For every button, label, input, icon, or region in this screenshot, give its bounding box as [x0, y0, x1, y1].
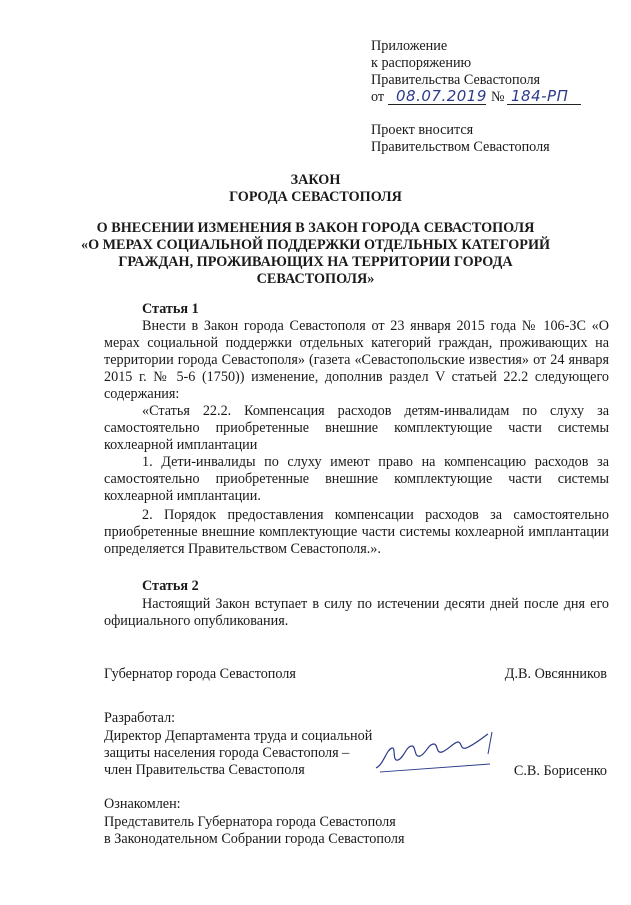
acquainted-position [104, 814, 404, 848]
law-subtitle [0, 220, 631, 288]
article-2-heading: Статья 2 [142, 578, 199, 594]
law-title-line-2: ГОРОДА СЕВАСТОПОЛЯ [229, 189, 402, 205]
developer-position-line-2: защиты населения города Севастополя – [104, 745, 350, 761]
article-1-paragraph-4: 2. Порядок предоставления компенсации расходов за самостоятельно приобретенные внешние комплектующие части системы кохлеарной имплантации определяется Правительством Севастополя.». [104, 507, 609, 557]
law-subtitle-line-3: ГРАЖДАН, ПРОЖИВАЮЩИХ НА ТЕРРИТОРИИ ГОРОДА [118, 254, 513, 270]
number-handwritten: 184-РП [511, 87, 569, 105]
article-1-paragraph-1: Внести в Закон города Севастополя от 23 января 2015 года № 106-ЗС «О мерах социальной поддержки отдельных категорий граждан, проживающих на территории города Севастополя» (газета «Севастопольские известия» от 24 января 2015 г. № 5-6 (1750)) изменение, дополнив раздел V статьей 22.2 следующего содержания: [104, 318, 609, 402]
project-note-line-1: Проект вносится [371, 122, 474, 138]
project-note [371, 122, 550, 156]
developer-label: Разработал: [104, 710, 176, 726]
law-subtitle-line-4: СЕВАСТОПОЛЯ» [256, 271, 375, 287]
project-note-line-2: Правительством Севастополя [371, 139, 550, 155]
article-1-paragraph-2: «Статья 22.2. Компенсация расходов детям-инвалидам по слуху за самостоятельно приобретенные внешние комплектующие части системы кохлеарной имплантации [104, 403, 609, 453]
developer-signature [370, 728, 510, 778]
developer-position-line-1: Директор Департамента труда и социальной [104, 728, 373, 744]
governor-name: Д.В. Овсянников [504, 666, 607, 682]
law-subtitle-line-1: О ВНЕСЕНИИ ИЗМЕНЕНИЯ В ЗАКОН ГОРОДА СЕВАСТОПОЛЯ [96, 220, 535, 236]
governor-title: Губернатор города Севастополя [104, 666, 296, 682]
developer-position [104, 728, 372, 779]
law-title-line-1: ЗАКОН [290, 172, 341, 188]
number-prefix: № [491, 89, 505, 105]
acquainted-position-line-1: Представитель Губернатора города Севастополя [104, 814, 396, 830]
law-subtitle-line-2: «О МЕРАХ СОЦИАЛЬНОЙ ПОДДЕРЖКИ ОТДЕЛЬНЫХ КАТЕГОРИЙ [80, 237, 551, 253]
article-2-paragraph-1: Настоящий Закон вступает в силу по истечении десяти дней после дня его официального опубликования. [104, 596, 609, 629]
acquainted-label: Ознакомлен: [104, 796, 181, 812]
appendix-line-3: Правительства Севастополя [371, 72, 541, 88]
law-title [0, 172, 631, 206]
appendix-date-row [371, 87, 569, 106]
appendix-line-2: к распоряжению [371, 55, 472, 71]
appendix-line-1: Приложение [371, 38, 448, 54]
date-prefix: от [371, 89, 385, 105]
developer-name: С.В. Борисенко [513, 763, 607, 779]
developer-position-line-3: член Правительства Севастополя [104, 762, 305, 778]
appendix-block [371, 38, 569, 106]
article-1-paragraph-3: 1. Дети-инвалиды по слуху имеют право на компенсацию расходов за самостоятельно приобретенные внешние комплектующие части системы кохлеарной имплантации. [104, 454, 609, 504]
acquainted-position-line-2: в Законодательном Собрании города Севастополя [104, 831, 405, 847]
date-handwritten: 08.07.2019 [396, 87, 487, 105]
article-1-heading: Статья 1 [142, 301, 199, 317]
